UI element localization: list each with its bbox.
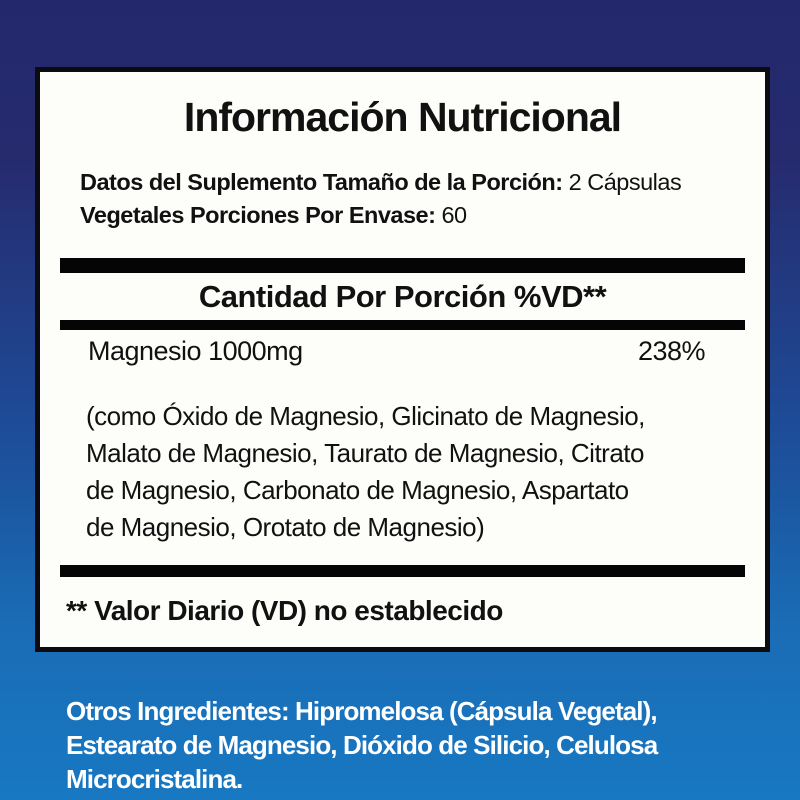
divider-thick-top [60, 258, 745, 273]
forms-note-line: Malato de Magnesio, Taurato de Magnesio, Citrato [86, 438, 644, 468]
nutrition-facts-title: Información Nutricional [183, 94, 622, 140]
forms-note-line: de Magnesio, Orotato de Magnesio) [86, 512, 485, 542]
other-ingredients-line: Otros Ingredientes: Hipromelosa (Cápsula Vegetal), [66, 696, 657, 726]
daily-value-footnote: ** Valor Diario (VD) no establecido [66, 595, 503, 626]
serving-size-label: Datos del Suplemento Tamaño de la Porción: [80, 169, 563, 195]
other-ingredients-line: Microcristalina. [66, 764, 243, 794]
supplement-serving-info [80, 166, 745, 232]
forms-note-line: de Magnesio, Carbonato de Magnesio, Aspartato [86, 475, 629, 505]
nutrient-name-amount: Magnesio 1000mg [88, 336, 303, 366]
amount-per-serving-header: Cantidad Por Porción %VD** [198, 279, 607, 314]
divider-thick-bottom [60, 565, 745, 577]
nutrition-facts-panel [35, 67, 770, 652]
forms-note-line: (como Óxido de Magnesio, Glicinato de Magnesio, [86, 401, 645, 431]
divider-thin [60, 320, 745, 330]
servings-per-container-value: 60 [435, 202, 467, 228]
nutrient-daily-value-percent: 238% [637, 336, 705, 366]
other-ingredients-line: Estearato de Magnesio, Dióxido de Silicio, Celulosa [66, 730, 658, 760]
nutrient-row-magnesium [40, 336, 765, 366]
servings-per-container-label: Vegetales Porciones Por Envase: [80, 202, 436, 228]
magnesium-forms-note [86, 398, 745, 546]
other-ingredients-text [66, 694, 776, 796]
serving-size-value: 2 Cápsulas [562, 169, 682, 195]
